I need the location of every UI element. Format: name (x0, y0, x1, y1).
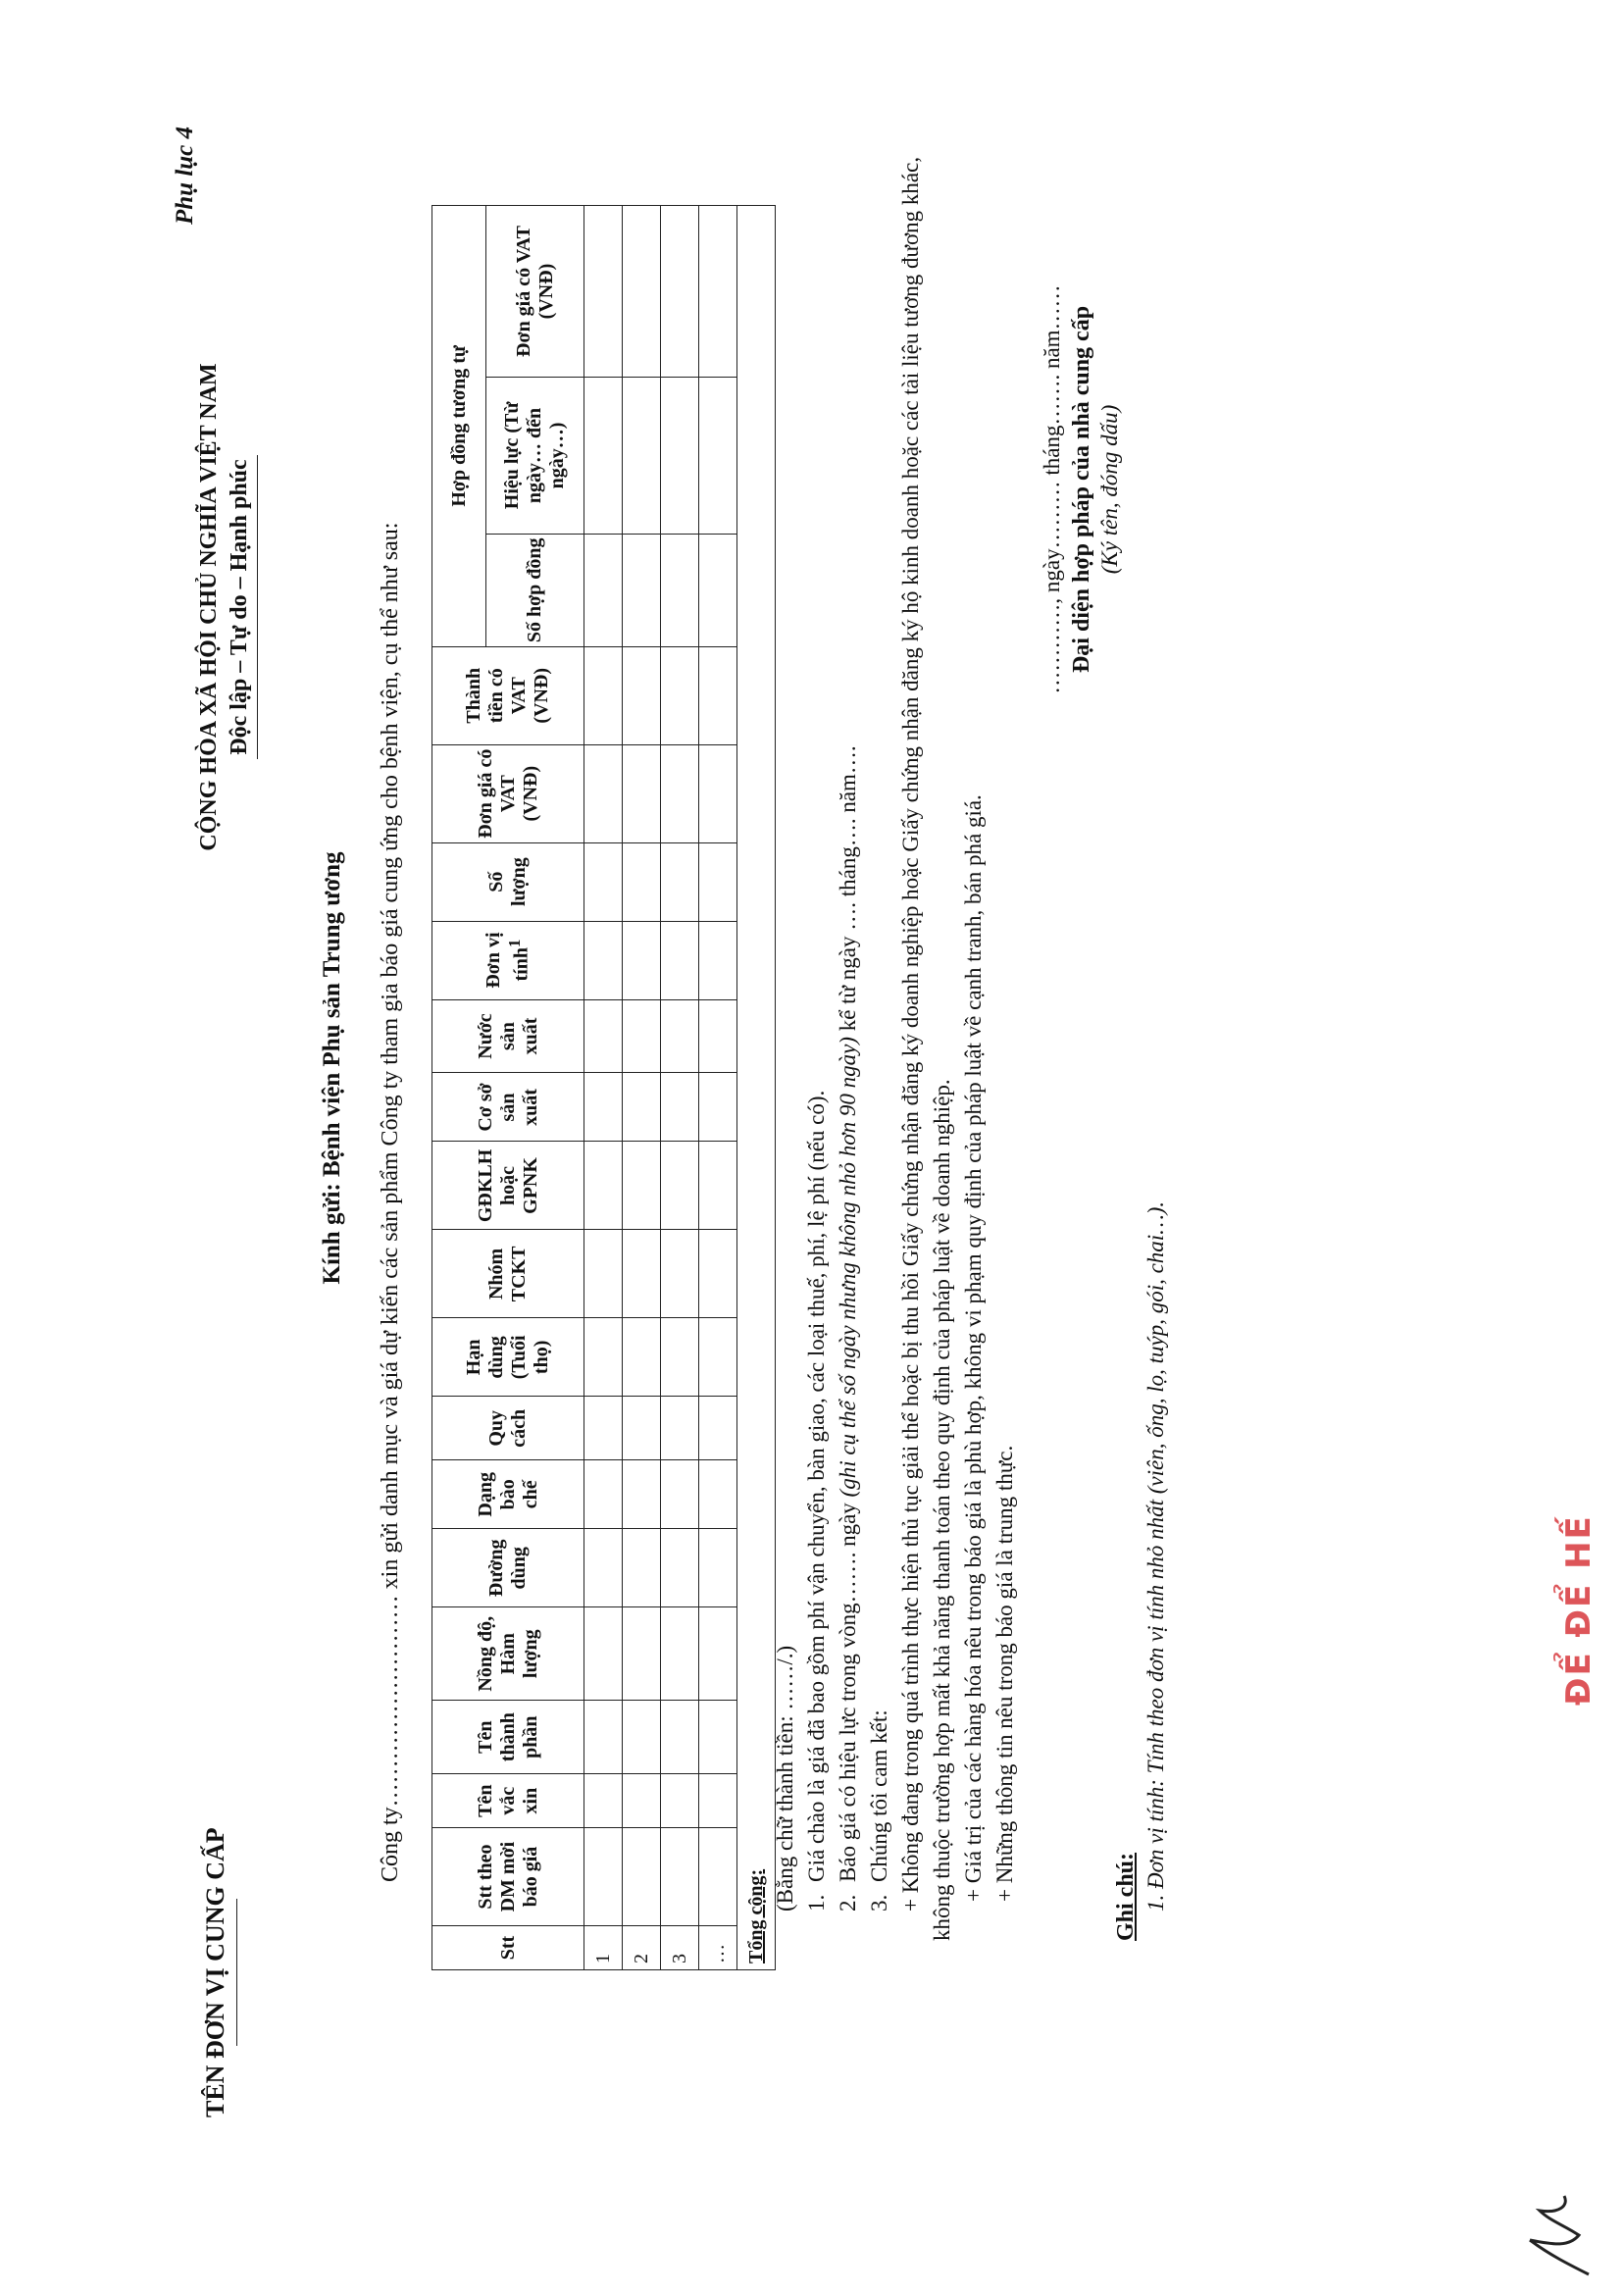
item-1: 1.Giá chào là giá đã bao gồm phí vận chuyển, bàn giao, các loại thuế, phí, lệ phí (nếu có). (804, 1090, 829, 1912)
th-hieu-luc: Hiệu lực (Từ ngày… đến ngày…) (486, 378, 584, 535)
stamp-mark: ĐỂ ĐỂ HẾ (1559, 1514, 1599, 1706)
table-row (661, 206, 699, 1970)
th-nuoc-sx: Nước sản xuất (432, 999, 584, 1073)
amount-words: (Bằng chữ thành tiền: ……/.) (773, 1645, 797, 1912)
signature-block (1040, 215, 1123, 764)
item-3: 3.Chúng tôi cam kết: (867, 1709, 891, 1912)
motto: Độc lập – Tự do – Hạnh phúc (227, 459, 252, 755)
appendix-label: Phụ lục 4 (172, 126, 198, 225)
commit-1: + Không đang trong quá trình thực hiện thủ tục giải thể hoặc bị thu hồi Giấy chứng nhận đăng ký doanh nghiệp hoặc Giấy chứng nhận đăng ký hộ kinh doanh hoặc các tài liệu tương đương khác, không thuộc trường hợp mất khả năng thanh toán theo quy định của pháp luật về doanh nghiệp. (898, 156, 954, 1941)
national-header (196, 215, 258, 999)
th-don-vi-tinh (432, 921, 584, 999)
item-2: 2.Báo giá có hiệu lực trong vòng……. ngày (ghi cụ thể số ngày nhưng không nhỏ hơn 90 ngày) kể từ ngày …. tháng…. năm…. (836, 745, 860, 1912)
country-name: CỘNG HÒA XÃ HỘI CHỦ NGHĨA VIỆT NAM (196, 363, 222, 851)
signature-note: (Ký tên, đóng dấu) (1097, 404, 1122, 575)
table-row (623, 206, 661, 1970)
th-ten-vac-xin: Tên vắc xin (432, 1774, 584, 1828)
th-hop-dong: Hợp đồng tương tự (432, 206, 486, 647)
th-so-hop-dong: Số hợp đồng (486, 534, 584, 646)
footnote-heading: Ghi chú: (1113, 1852, 1139, 1941)
supplier-underline (236, 1899, 237, 2046)
motto-underline (257, 455, 258, 759)
item-3-text: Chúng tôi cam kết: (867, 1709, 891, 1882)
item-2-text-a: Báo giá có hiệu lực trong vòng……. ngày (836, 1497, 860, 1882)
total-label: Tổng cộng: (737, 206, 776, 1970)
th-co-so-sx: Cơ sở sản xuất (432, 1073, 584, 1142)
th-dang-bao-che: Dạng bào chế (432, 1460, 584, 1529)
th-stt-dm: Stt theo DM mời báo giá (432, 1828, 584, 1926)
th-nhom-tckt: Nhóm TCKT (432, 1230, 584, 1318)
date-line: …………, ngày……… tháng……. năm…… (1040, 284, 1064, 694)
supplier-title-text: TÊN ĐƠN VỊ CUNG CẤP (201, 1827, 229, 2117)
th-han-dung: Hạn dùng (Tuổi thọ) (432, 1318, 584, 1397)
th-don-vi-tinh-sup: 1 (505, 939, 525, 947)
handwritten-signature-icon (1510, 2176, 1608, 2294)
th-duong-dung: Đường dùng (432, 1529, 584, 1607)
supplier-title (201, 1827, 237, 2117)
footnote (1113, 568, 1169, 1941)
th-don-gia-vat: Đơn giá có VAT (VNĐ) (432, 744, 584, 842)
th-so-luong: Số lượng (432, 842, 584, 921)
footnote-text: 1. Đơn vị tính: Tính theo đơn vị tính nhỏ nhất (viên, ống, lọ, tuýp, gói, chai…). (1143, 1200, 1168, 1912)
commit-2: + Giá trị của các hàng hóa nêu trong báo giá là phù hợp, không vi phạm quy định của pháp luật về cạnh tranh, bán phá giá. (961, 794, 986, 1902)
body-section (770, 97, 1021, 1941)
signature-title: Đại diện hợp pháp của nhà cung cấp (1069, 305, 1094, 674)
item-1-text: Giá chào là giá đã bao gồm phí vận chuyển, bàn giao, các loại thuế, phí, lệ phí (nếu có). (804, 1090, 829, 1882)
th-nong-do: Nồng độ, Hàm lượng (432, 1607, 584, 1701)
th-stt: Stt (432, 1926, 584, 1970)
row-number: 1 (584, 1926, 623, 1970)
item-2-text-c: kể từ ngày …. tháng…. năm…. (836, 745, 860, 1038)
item-2-text-b: (ghi cụ thể số ngày nhưng không nhỏ hơn 90 ngày) (836, 1037, 860, 1498)
th-thanh-tien: Thành tiền có VAT (VNĐ) (432, 646, 584, 744)
recipient: Kính gửi: Bệnh viện Phụ sản Trung ương (319, 851, 345, 1285)
row-number: … (699, 1926, 737, 1970)
th-hd-don-gia: Đơn giá có VAT (VNĐ) (486, 206, 584, 378)
th-don-vi-tinh-text: Đơn vị tính (482, 932, 533, 989)
row-number: 3 (661, 1926, 699, 1970)
th-quy-cach: Quy cách (432, 1397, 584, 1460)
th-ten-thanh-phan: Tên thành phần (432, 1701, 584, 1774)
table-row (699, 206, 737, 1970)
table-row (584, 206, 623, 1970)
intro-text: Công ty……………………… xin gửi danh mục và giá dự kiến các sản phẩm Công ty tham gia báo giá cung ứng cho bệnh viện, cụ thể như sau: (378, 522, 403, 1882)
quote-table (431, 205, 776, 1970)
row-number: 2 (623, 1926, 661, 1970)
commit-3: + Những thông tin nêu trong báo giá là trung thực. (992, 1445, 1017, 1902)
th-gdklh: GĐKLH hoặc GPNK (432, 1142, 584, 1230)
